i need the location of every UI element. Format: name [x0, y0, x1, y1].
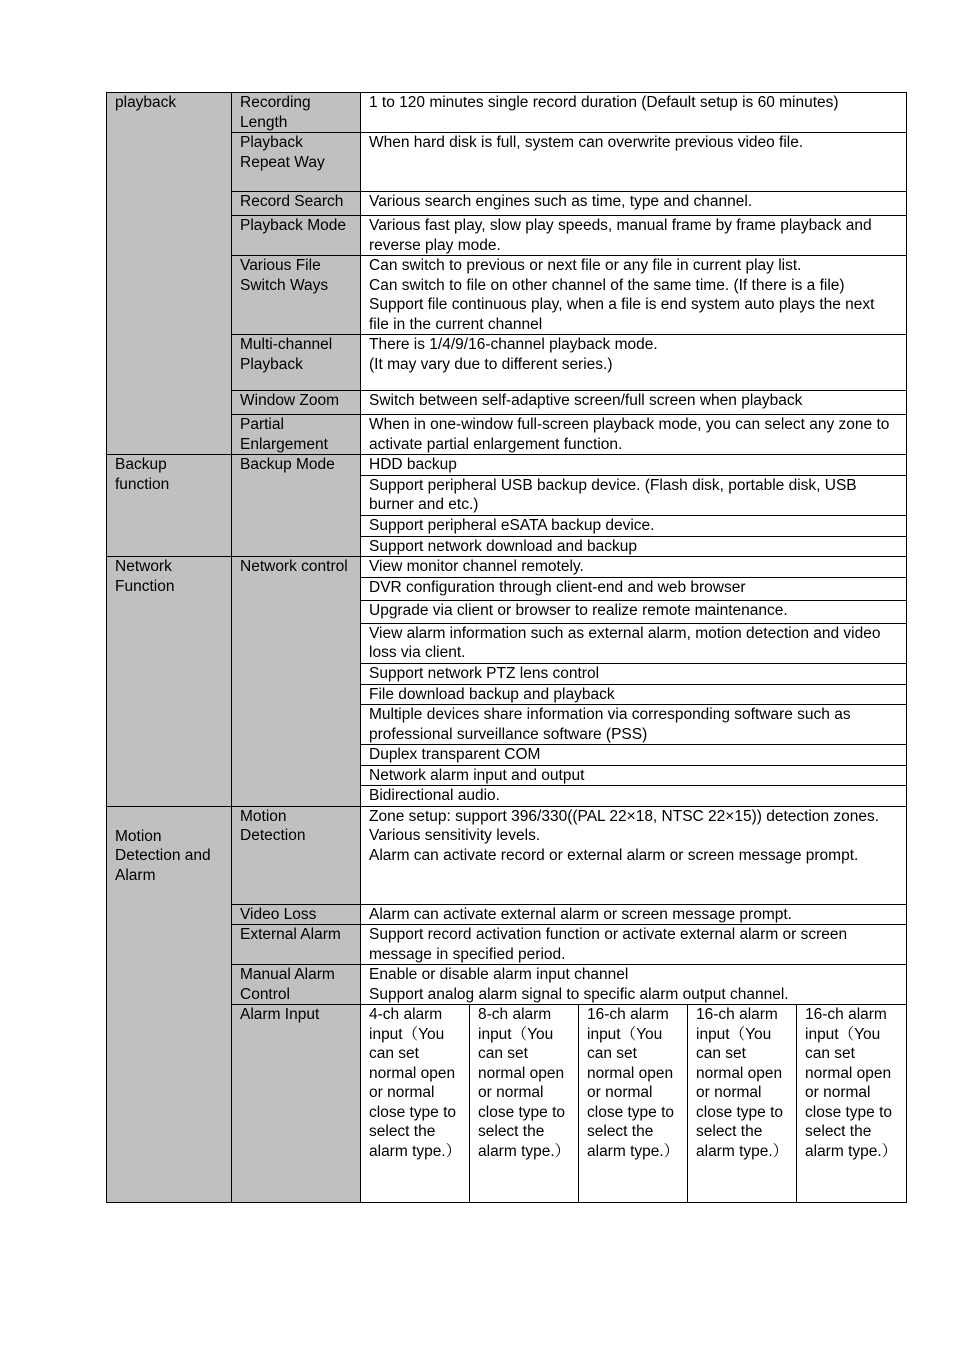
feature-label: Multi-channel Playback	[232, 335, 361, 391]
alarm-input-cell: 16-ch alarm input（You can set normal open or normal close type to select the alarm type.）	[688, 1005, 797, 1203]
description-cell: Multiple devices share information via corresponding software such as professional surveillance software (PSS)	[361, 705, 907, 745]
description-cell: File download backup and playback	[361, 684, 907, 705]
description-cell: 1 to 120 minutes single record duration (Default setup is 60 minutes)	[361, 93, 907, 133]
description-cell: Support record activation function or activate external alarm or screen message in specified period.	[361, 925, 907, 965]
description-cell: Alarm can activate external alarm or screen message prompt.	[361, 904, 907, 925]
feature-label: Backup Mode	[232, 455, 361, 557]
description-cell: Can switch to previous or next file or any file in current play list. Can switch to file on other channel of the same time. (If there is a file) Support file continuous play, when a file is end system auto plays the next file in the current channel	[361, 256, 907, 335]
description-cell: Support peripheral USB backup device. (Flash disk, portable disk, USB burner and etc.)	[361, 475, 907, 515]
feature-label: Recording Length	[232, 93, 361, 133]
category-motion-alarm: Motion Detection and Alarm	[107, 806, 232, 1203]
description-cell: Zone setup: support 396/330((PAL 22×18, NTSC 22×15)) detection zones. Various sensitivity levels. Alarm can activate record or external alarm or screen message prompt.	[361, 806, 907, 904]
description-cell: Various search engines such as time, type and channel.	[361, 192, 907, 216]
description-cell: Various fast play, slow play speeds, manual frame by frame playback and reverse play mode.	[361, 216, 907, 256]
description-cell: Network alarm input and output	[361, 765, 907, 786]
feature-label: Video Loss	[232, 904, 361, 925]
category-playback: playback	[107, 93, 232, 455]
alarm-input-cell: 16-ch alarm input（You can set normal open or normal close type to select the alarm type.）	[579, 1005, 688, 1203]
feature-label: Window Zoom	[232, 391, 361, 415]
description-cell: Bidirectional audio.	[361, 786, 907, 807]
table-row	[107, 806, 907, 904]
feature-label: Network control	[232, 557, 361, 807]
alarm-input-cell: 16-ch alarm input（You can set normal open or normal close type to select the alarm type.）	[797, 1005, 907, 1203]
category-backup: Backup function	[107, 455, 232, 557]
alarm-input-cell: 4-ch alarm input（You can set normal open or normal close type to select the alarm type.）	[361, 1005, 470, 1203]
description-cell: View monitor channel remotely.	[361, 557, 907, 578]
description-cell: Support network PTZ lens control	[361, 663, 907, 684]
table-row	[107, 557, 907, 578]
description-cell: When in one-window full-screen playback mode, you can select any zone to activate partial enlargement function.	[361, 415, 907, 455]
description-cell: Switch between self-adaptive screen/full screen when playback	[361, 391, 907, 415]
description-cell: When hard disk is full, system can overwrite previous video file.	[361, 133, 907, 192]
description-cell: Support network download and backup	[361, 536, 907, 557]
description-cell: View alarm information such as external alarm, motion detection and video loss via client.	[361, 623, 907, 663]
table-row	[107, 93, 907, 133]
description-cell: Duplex transparent COM	[361, 745, 907, 766]
description-cell: There is 1/4/9/16-channel playback mode. (It may vary due to different series.)	[361, 335, 907, 391]
feature-label: Various File Switch Ways	[232, 256, 361, 335]
feature-label: Alarm Input	[232, 1005, 361, 1203]
feature-label: Playback Repeat Way	[232, 133, 361, 192]
table-row	[107, 455, 907, 476]
feature-label: Partial Enlargement	[232, 415, 361, 455]
description-cell: Upgrade via client or browser to realize remote maintenance.	[361, 600, 907, 623]
feature-label: External Alarm	[232, 925, 361, 965]
description-cell: Support peripheral eSATA backup device.	[361, 515, 907, 536]
feature-label: Manual Alarm Control	[232, 965, 361, 1005]
feature-label: Record Search	[232, 192, 361, 216]
spec-table	[106, 92, 907, 1203]
feature-label: Playback Mode	[232, 216, 361, 256]
alarm-input-cell: 8-ch alarm input（You can set normal open or normal close type to select the alarm type.）	[470, 1005, 579, 1203]
description-cell: Enable or disable alarm input channel Support analog alarm signal to specific alarm output channel.	[361, 965, 907, 1005]
description-cell: HDD backup	[361, 455, 907, 476]
category-network: Network Function	[107, 557, 232, 807]
feature-label: Motion Detection	[232, 806, 361, 904]
description-cell: DVR configuration through client-end and web browser	[361, 577, 907, 600]
